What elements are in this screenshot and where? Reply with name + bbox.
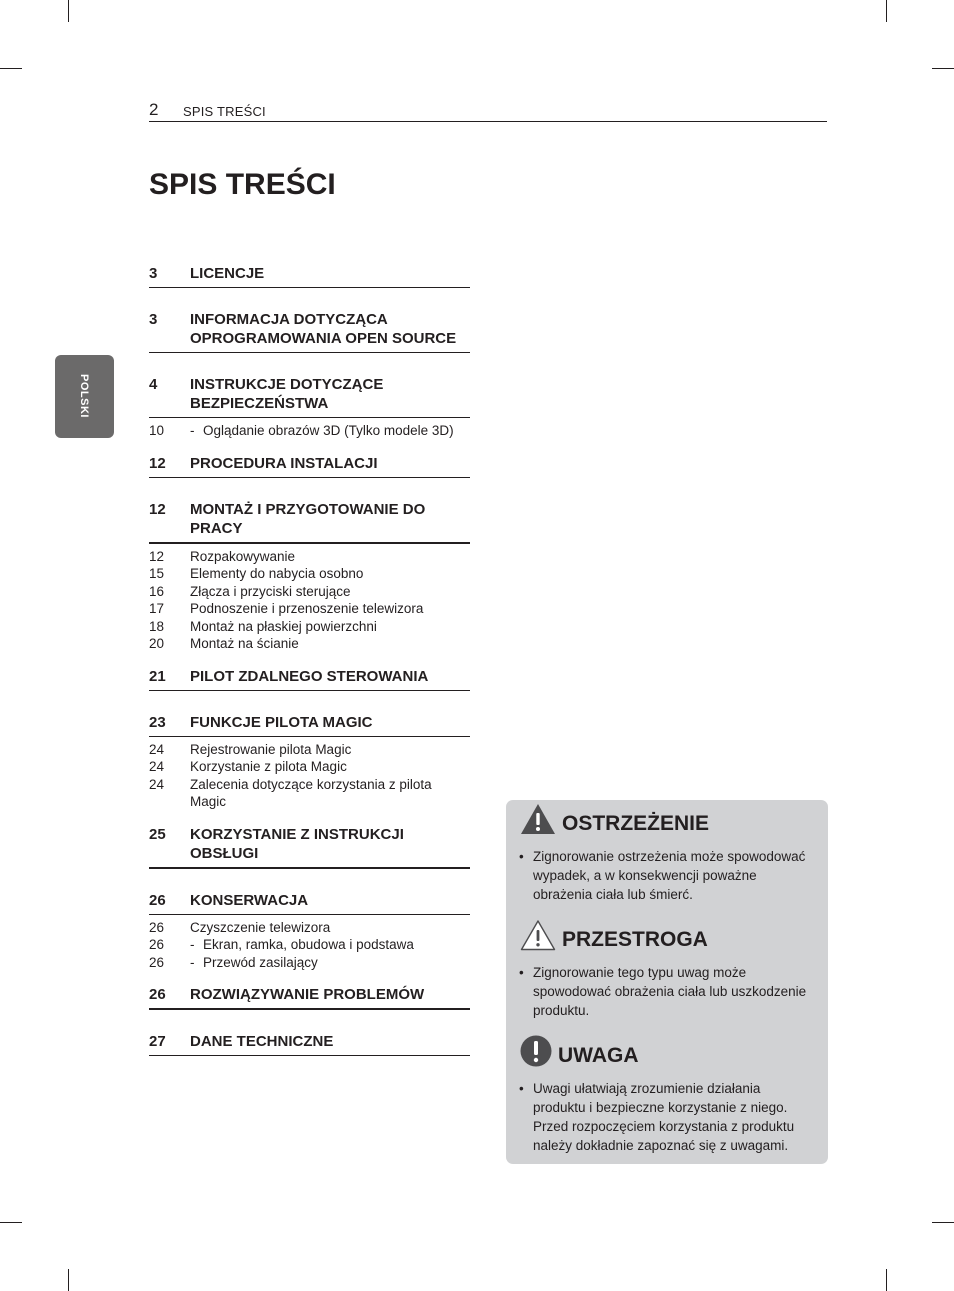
- toc-subentry-page-number: 26: [149, 919, 165, 935]
- toc-entry-title-line: INFORMACJA DOTYCZĄCA: [190, 311, 388, 328]
- warning-item: [519, 847, 815, 904]
- toc-entry-title: [190, 825, 470, 863]
- toc-subentry-title: [190, 758, 347, 776]
- crop-mark: [932, 68, 954, 69]
- page-title: SPIS TREŚCI: [149, 168, 336, 201]
- crop-mark: [932, 1222, 954, 1223]
- toc-section: [149, 310, 470, 353]
- toc-subentry[interactable]: [149, 618, 470, 636]
- toc-entry-title: [190, 985, 470, 1004]
- toc-entry[interactable]: [149, 1032, 470, 1056]
- toc-subentry-title-line: Złącza i przyciski sterujące: [190, 583, 351, 599]
- toc-entry[interactable]: [149, 825, 470, 869]
- toc-entry[interactable]: [149, 375, 470, 418]
- toc-subentry-title-line: Korzystanie z pilota Magic: [190, 759, 347, 774]
- toc-entry[interactable]: [149, 985, 470, 1010]
- warning-heading: [520, 803, 709, 835]
- toc-subentry-page-number: 20: [149, 636, 165, 651]
- toc-page-number: 4: [149, 376, 158, 393]
- toc-subentry-dash: -: [190, 937, 195, 952]
- caution-triangle-outline-icon: [520, 919, 556, 951]
- toc-section: [149, 667, 470, 691]
- toc-subentry[interactable]: [149, 583, 470, 601]
- toc-subentry-page-number: 12: [149, 548, 165, 564]
- toc-entry[interactable]: [149, 667, 470, 691]
- toc-subentry-title: [190, 565, 363, 583]
- toc-entry-title: [190, 500, 470, 538]
- bullet: •: [519, 849, 524, 864]
- note-label: UWAGA: [558, 1044, 639, 1067]
- toc-subentry[interactable]: [149, 600, 470, 618]
- toc-entry-title: [190, 454, 470, 473]
- toc-section: [149, 500, 470, 653]
- toc-subentry-title: [190, 635, 299, 653]
- toc-subentry-title-line: Montaż na płaskiej powierzchni: [190, 618, 377, 634]
- toc-entry[interactable]: [149, 500, 470, 544]
- bullet: •: [519, 965, 524, 980]
- toc-subentries: [149, 737, 470, 811]
- toc-page-number: 3: [149, 311, 158, 328]
- toc-page-number: 26: [149, 891, 166, 909]
- toc-subentry-title-line: Rejestrowanie pilota Magic: [190, 741, 352, 757]
- toc-entry-title: [190, 1032, 470, 1051]
- toc-subentry-page-number: 24: [149, 776, 165, 792]
- toc-subentry-title-line: Przewód zasilający: [203, 954, 318, 970]
- toc-entry-title-line: KORZYSTANIE Z INSTRUKCJI: [190, 825, 404, 843]
- toc-section: [149, 713, 470, 811]
- toc-page-number: 12: [149, 454, 166, 472]
- caution-heading: [520, 919, 708, 951]
- toc-subentry-title: [190, 548, 295, 566]
- toc-subentry-title-line: Rozpakowywanie: [190, 548, 296, 564]
- toc-subentry-dash: -: [190, 954, 195, 970]
- toc-subentry-page-number: 26: [149, 937, 165, 952]
- toc-page-number: 26: [149, 986, 166, 1003]
- toc-subentry-page-number: 17: [149, 601, 165, 616]
- toc-entry-title: [190, 713, 470, 732]
- toc-subentry-title-line: Czyszczenie telewizora: [190, 919, 331, 935]
- warning-triangle-filled-icon: [520, 803, 556, 835]
- toc-section: [149, 1032, 470, 1056]
- toc-subentry-title: [190, 919, 330, 937]
- toc-entry-title-line: PROCEDURA INSTALACJI: [190, 454, 378, 472]
- crop-mark: [0, 68, 22, 69]
- toc-subentry-page-number: 24: [149, 759, 165, 774]
- toc-section: [149, 454, 470, 478]
- toc-subentries: [149, 915, 470, 972]
- crop-mark: [68, 1269, 69, 1291]
- toc-section: [149, 264, 470, 288]
- note-text: Uwagi ułatwiają zrozumienie działania produktu i bezpieczne korzystanie z niego. Przed rozpoczęciem korzystania z produktu należy dokładnie zapoznać się z uwagami.: [533, 1081, 795, 1153]
- toc-entry[interactable]: [149, 454, 470, 478]
- toc-subentry-page-number: 24: [149, 741, 165, 757]
- toc-subentry[interactable]: [149, 919, 470, 937]
- toc-entry-title-line: LICENCJE: [190, 265, 265, 282]
- toc-entry-title-line: FUNKCJE PILOTA MAGIC: [190, 713, 373, 731]
- toc-subentry-dash: -: [190, 423, 195, 438]
- toc-entry-title-line: OBSŁUGI: [190, 844, 259, 862]
- toc-subentry-title: [190, 583, 351, 601]
- note-heading: [520, 1035, 639, 1067]
- toc-page-number: 27: [149, 1033, 166, 1050]
- toc-subentry-title-line: Elementy do nabycia osobno: [190, 566, 364, 581]
- toc-subentry-title-line: Podnoszenie i przenoszenie telewizora: [190, 601, 424, 616]
- toc-entry[interactable]: [149, 264, 470, 288]
- caution-label: PRZESTROGA: [562, 928, 708, 951]
- warning-text: Zignorowanie ostrzeżenia może spowodować wypadek, a w konsekwencji poważne obrażenia ciała lub śmierć.: [533, 849, 806, 902]
- table-of-contents: [149, 264, 470, 1078]
- toc-subentry-page-number: 18: [149, 618, 165, 634]
- toc-page-number: 25: [149, 825, 166, 843]
- toc-entry-title-line: MONTAŻ I PRZYGOTOWANIE DO: [190, 500, 426, 518]
- toc-entry-title-line: PRACY: [190, 519, 243, 537]
- toc-subentry-title: [190, 741, 351, 759]
- toc-entry-title-line: PILOT ZDALNEGO STEROWANIA: [190, 667, 429, 685]
- page-number: 2: [149, 100, 159, 119]
- header-section-title: SPIS TREŚCI: [183, 104, 266, 119]
- toc-entry-title: [190, 310, 470, 348]
- caution-text: Zignorowanie tego typu uwag może spowodować obrażenia ciała lub uszkodzenie produktu.: [533, 965, 807, 1018]
- toc-subentry[interactable]: [149, 758, 470, 776]
- toc-subentry-page-number: 10: [149, 423, 165, 438]
- toc-entry[interactable]: [149, 713, 470, 737]
- toc-subentry-title: [203, 936, 414, 954]
- notice-box: [506, 800, 828, 1164]
- note-exclamation-circle-icon: [520, 1035, 552, 1067]
- toc-subentry-title-line: Magic: [190, 794, 227, 809]
- toc-subentry-title: [203, 422, 454, 440]
- toc-entry[interactable]: [149, 310, 470, 353]
- toc-subentry[interactable]: [149, 565, 470, 583]
- toc-subentry[interactable]: [149, 548, 470, 566]
- toc-subentry[interactable]: [149, 741, 470, 759]
- toc-entry-title-line: INSTRUKCJE DOTYCZĄCE: [190, 376, 384, 393]
- toc-section: [149, 985, 470, 1010]
- toc-subentry-page-number: 16: [149, 583, 165, 599]
- bullet: •: [519, 1081, 524, 1096]
- crop-mark: [886, 0, 887, 22]
- toc-subentry[interactable]: [149, 422, 470, 440]
- toc-subentry[interactable]: [149, 954, 470, 972]
- toc-entry-title: [190, 667, 470, 686]
- toc-section: [149, 891, 470, 972]
- crop-mark: [886, 1269, 887, 1291]
- toc-subentry-page-number: 26: [149, 954, 165, 970]
- toc-subentry[interactable]: [149, 776, 470, 811]
- toc-entry[interactable]: [149, 891, 470, 915]
- toc-subentry-title: [190, 776, 432, 811]
- toc-entry-title-line: ROZWIĄZYWANIE PROBLEMÓW: [190, 986, 425, 1003]
- toc-entry-title-line: OPROGRAMOWANIA OPEN SOURCE: [190, 330, 457, 347]
- toc-subentry-title-line: Montaż na ścianie: [190, 636, 299, 651]
- warning-label: OSTRZEŻENIE: [562, 812, 710, 835]
- note-item: [519, 1079, 815, 1155]
- toc-page-number: 21: [149, 667, 166, 685]
- language-side-tab: [55, 355, 114, 438]
- caution-item: [519, 963, 815, 1020]
- toc-subentry-title: [190, 618, 377, 636]
- toc-page-number: 12: [149, 500, 166, 518]
- running-header: [149, 100, 827, 122]
- toc-page-number: 3: [149, 265, 158, 282]
- toc-entry-title: [190, 264, 470, 283]
- crop-mark: [68, 0, 69, 22]
- toc-section: [149, 375, 470, 440]
- toc-entry-title-line: DANE TECHNICZNE: [190, 1033, 334, 1050]
- toc-entry-title-line: KONSERWACJA: [190, 891, 309, 909]
- language-side-tab-label: POLSKI: [78, 374, 90, 418]
- toc-subentry-title: [203, 954, 318, 972]
- toc-subentry-page-number: 15: [149, 566, 165, 581]
- toc-entry-title-line: BEZPIECZEŃSTWA: [190, 395, 329, 412]
- toc-section: [149, 825, 470, 869]
- toc-subentries: [149, 544, 470, 653]
- toc-subentry[interactable]: [149, 936, 470, 954]
- crop-mark: [0, 1222, 22, 1223]
- toc-entry-title: [190, 375, 470, 413]
- toc-subentry-title-line: Oglądanie obrazów 3D (Tylko modele 3D): [203, 423, 454, 438]
- toc-page-number: 23: [149, 713, 166, 731]
- toc-subentry-title-line: Zalecenia dotyczące korzystania z pilota: [190, 776, 432, 792]
- toc-subentry[interactable]: [149, 635, 470, 653]
- toc-subentry-title: [190, 600, 423, 618]
- toc-entry-title: [190, 891, 470, 910]
- toc-subentry-title-line: Ekran, ramka, obudowa i podstawa: [203, 937, 414, 952]
- toc-subentries: [149, 418, 470, 440]
